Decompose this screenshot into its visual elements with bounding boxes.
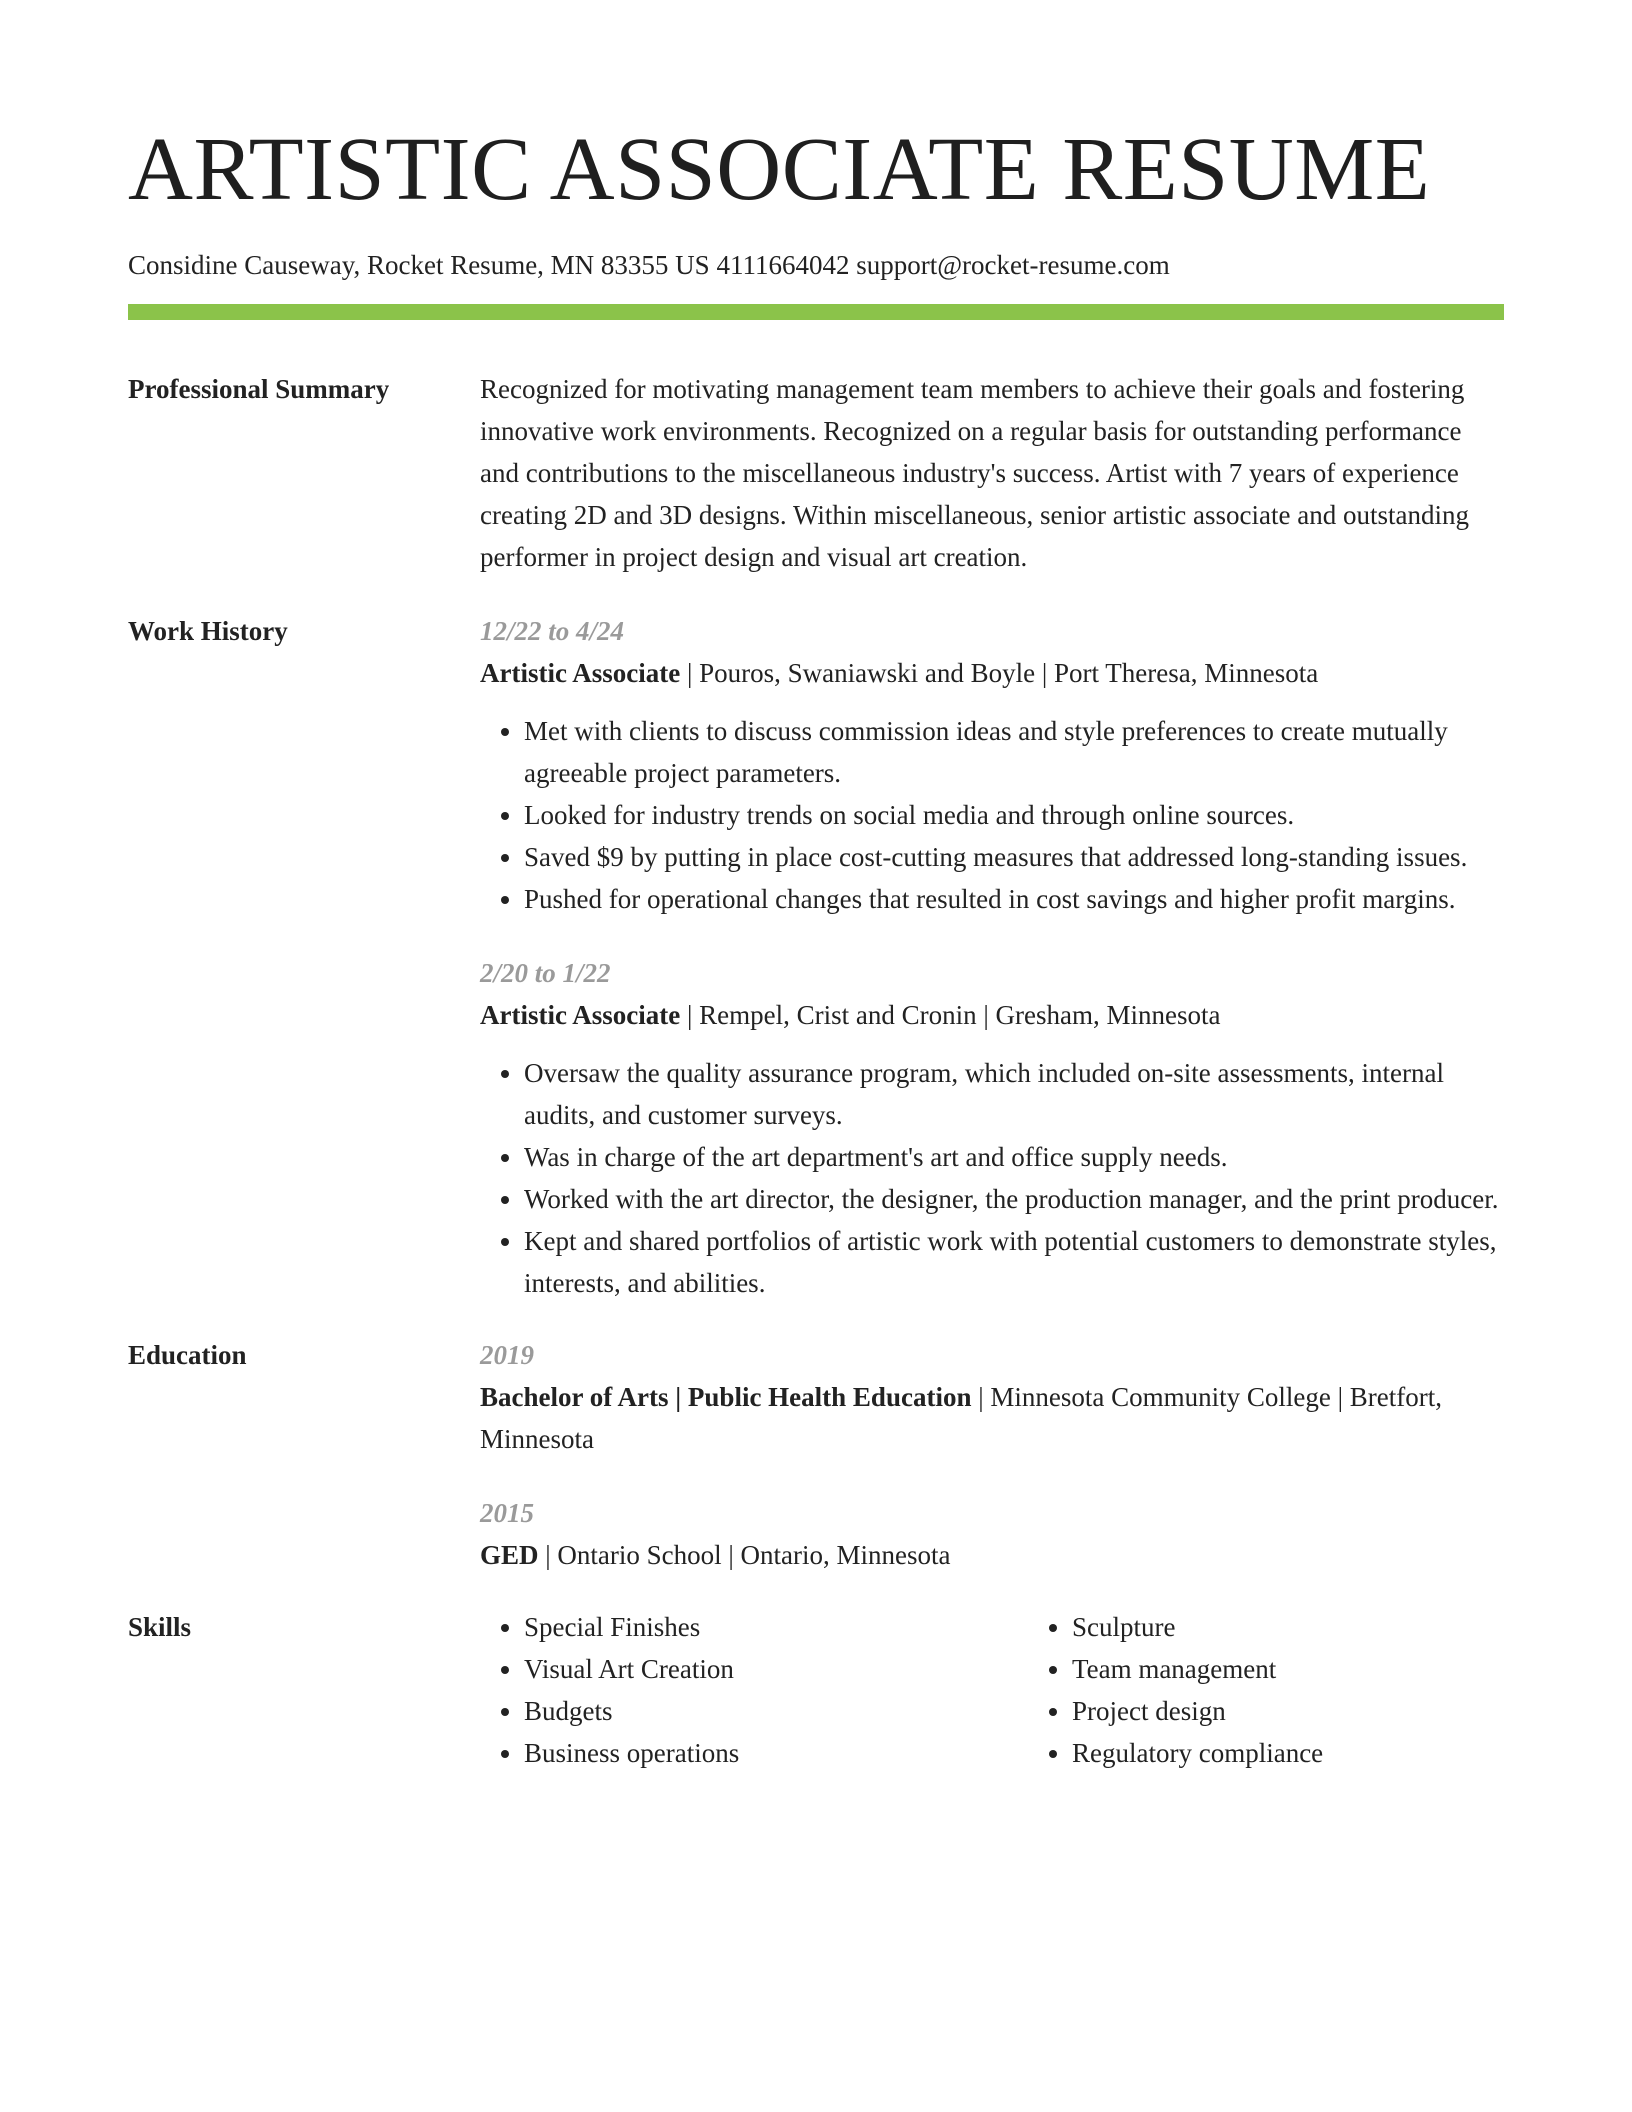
skill-item: • Team management — [1072, 1648, 1532, 1690]
education-entry — [480, 1334, 1504, 1460]
summary-section — [128, 368, 1504, 578]
skills-body — [480, 1606, 1532, 1774]
skill-item: • Business operations — [524, 1732, 1028, 1774]
skills-section — [128, 1606, 1504, 1774]
job-details: | Rempel, Crist and Cronin | Gresham, Minnesota — [680, 1000, 1221, 1030]
skills-column — [1028, 1606, 1532, 1774]
job-bullet: • Oversaw the quality assurance program, which included on-site assessments, internal audits, and customer surveys. — [524, 1052, 1504, 1136]
job-bullet: • Met with clients to discuss commission ideas and style preferences to create mutually agreeable project parameters. — [524, 710, 1504, 794]
education-label: Education — [128, 1340, 247, 1370]
job-bullet: • Kept and shared portfolios of artistic work with potential customers to demonstrate styles, interests, and abilities. — [524, 1220, 1504, 1304]
contact-line: Considine Causeway, Rocket Resume, MN 83355 US 4111664042 support@rocket-resume.com — [128, 250, 1170, 280]
header-divider — [128, 304, 1504, 320]
summary-label: Professional Summary — [128, 374, 390, 404]
skill-item: • Visual Art Creation — [524, 1648, 1028, 1690]
job-bullet: • Saved $9 by putting in place cost-cutting measures that addressed long-standing issues. — [524, 836, 1504, 878]
education-year: 2019 — [480, 1340, 534, 1370]
education-section — [128, 1334, 1504, 1576]
education-year: 2015 — [480, 1498, 534, 1528]
education-details: | Minnesota Community College | Bretfort, Minnesota — [480, 1382, 1442, 1454]
job-heading — [480, 994, 1504, 1036]
job-dates: 12/22 to 4/24 — [480, 616, 625, 646]
job-entry — [480, 610, 1504, 920]
resume-page — [128, 120, 1504, 1774]
skill-item: • Regulatory compliance — [1072, 1732, 1532, 1774]
job-bullet: • Was in charge of the art department's art and office supply needs. — [524, 1136, 1504, 1178]
education-body — [480, 1334, 1504, 1576]
job-entry — [480, 952, 1504, 1304]
education-degree: Bachelor of Arts | Public Health Education — [480, 1382, 972, 1412]
skill-item: • Special Finishes — [524, 1606, 1028, 1648]
work-history-label: Work History — [128, 616, 288, 646]
job-title: Artistic Associate — [480, 1000, 681, 1030]
education-heading — [480, 1534, 1504, 1576]
job-bullet: • Worked with the art director, the designer, the production manager, and the print producer. — [524, 1178, 1504, 1220]
job-bullet: • Pushed for operational changes that resulted in cost savings and higher profit margins. — [524, 878, 1504, 920]
job-bullets — [480, 1052, 1504, 1304]
summary-text: Recognized for motivating management team members to achieve their goals and fostering innovative work environments. Recognized on a regular basis for outstanding performance and contributions to the miscellaneous industry's success. Artist with 7 years of experience creating 2D and 3D designs. Within miscellaneous, senior artistic associate and outstanding performer in project design and visual art creation. — [480, 374, 1469, 572]
education-heading — [480, 1376, 1504, 1460]
skill-item: • Sculpture — [1072, 1606, 1532, 1648]
job-bullets — [480, 710, 1504, 920]
job-dates: 2/20 to 1/22 — [480, 958, 611, 988]
job-bullet: • Looked for industry trends on social media and through online sources. — [524, 794, 1504, 836]
education-degree: GED — [480, 1540, 539, 1570]
resume-title: ARTISTIC ASSOCIATE RESUME — [128, 120, 1431, 219]
skills-label: Skills — [128, 1612, 192, 1642]
work-history-body — [480, 610, 1504, 1304]
skill-item: • Budgets — [524, 1690, 1028, 1732]
skill-item: • Project design — [1072, 1690, 1532, 1732]
education-entry — [480, 1492, 1504, 1576]
job-heading — [480, 652, 1504, 694]
job-title: Artistic Associate — [480, 658, 681, 688]
skills-column — [480, 1606, 1028, 1774]
education-details: | Ontario School | Ontario, Minnesota — [538, 1540, 951, 1570]
work-history-section — [128, 610, 1504, 1304]
job-details: | Pouros, Swaniawski and Boyle | Port Theresa, Minnesota — [680, 658, 1319, 688]
